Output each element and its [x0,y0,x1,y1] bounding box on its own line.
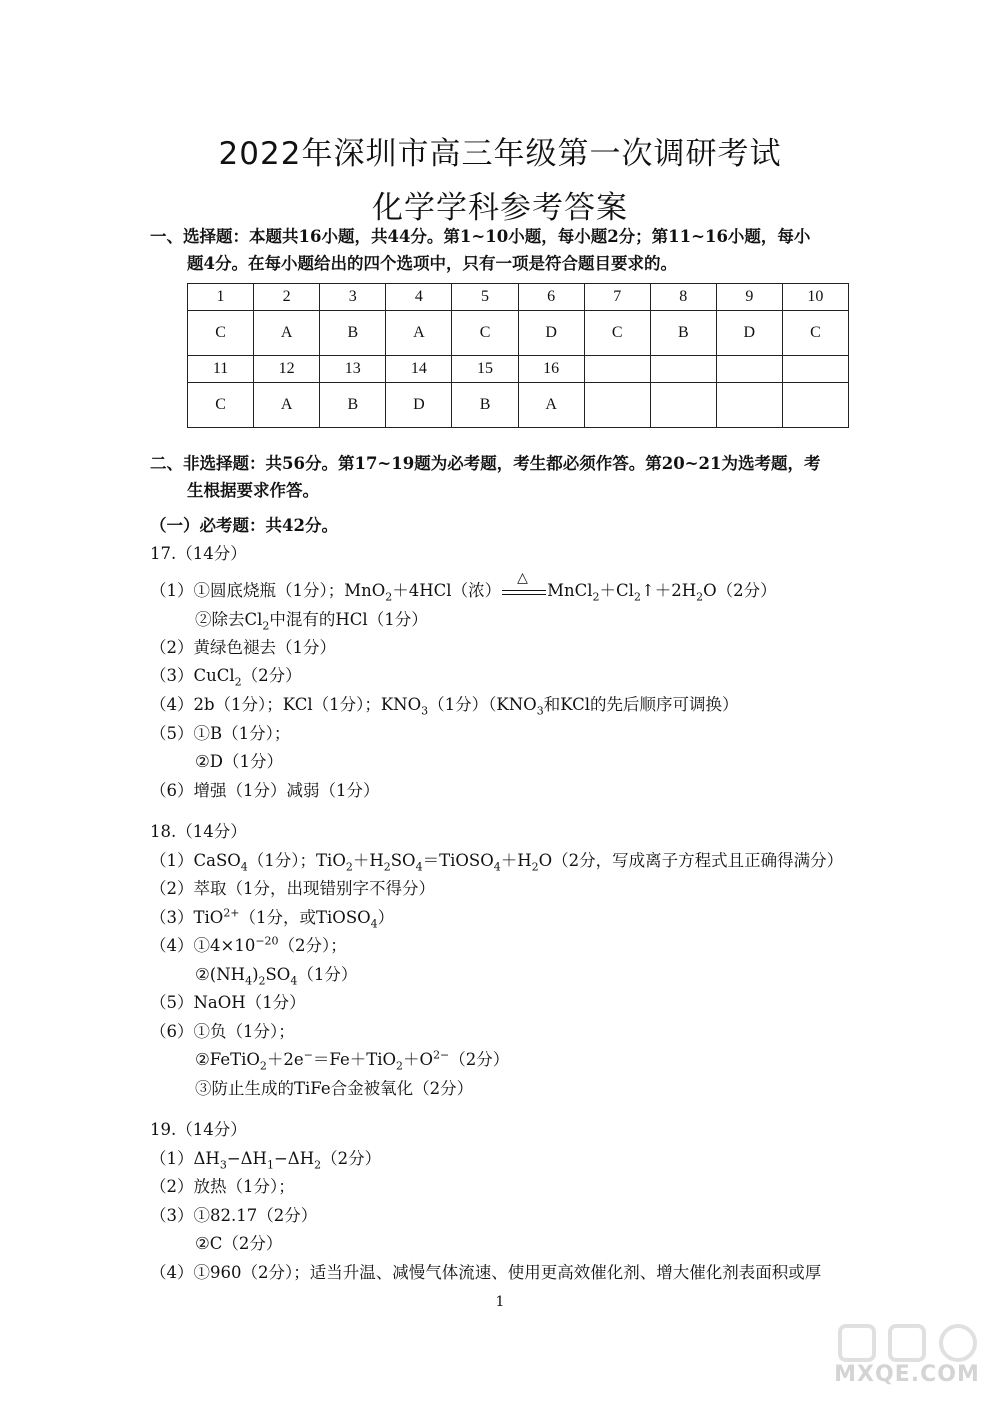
table-cell: 2 [254,284,320,311]
subscript: 2 [396,1059,404,1073]
table-cell [782,383,848,428]
q17-line-4 [150,662,855,688]
page-number: 1 [495,1294,505,1310]
table-cell: B [452,383,518,428]
table-cell: C [188,383,254,428]
table-cell: C [782,311,848,356]
table-cell: 5 [452,284,518,311]
table-cell: 3 [320,284,386,311]
watermark [832,1320,982,1410]
document-title: 2022年深圳市高三年级第一次调研考试 [218,136,782,172]
section-1-instructions [150,223,855,277]
subscript: 2 [234,675,242,689]
subscript: 4 [245,974,253,988]
text: −ΔH [273,1149,315,1168]
subscript: 2 [633,590,641,604]
q17-line-7: ②D（1分） [195,752,284,771]
q19-line-4: ②C（2分） [195,1234,283,1253]
table-cell [716,383,782,428]
superscript: 2− [433,1048,450,1062]
text: 和KCl的先后顺序可调换） [543,695,739,714]
subscript: 3 [219,1158,227,1172]
table-cell [650,356,716,383]
heat-triangle-icon: △ [517,569,528,586]
text: ＝TiOSO [422,851,494,870]
table-row-numbers-1 [188,284,849,311]
q19-line-5: （4）①960（2分）；适当升温、减慢气体流速、使用更高效催化剂、增大催化剂表面积或厚 [150,1263,822,1282]
subscript: 2 [345,860,353,874]
table-cell [650,383,716,428]
text: （1分）；TiO [247,851,346,870]
table-cell: 8 [650,284,716,311]
table-row-answers-1 [188,311,849,356]
section-2-line-1: 二、非选择题：共56分。第17~19题为必考题，考生都必须作答。第20~21为选考题，考 [150,454,821,473]
text: （1分） [297,965,358,984]
q18-line-1 [150,847,855,873]
text: （4）①4×10 [150,936,256,955]
text: −ΔH [226,1149,267,1168]
q17-line-8: （6）增强（1分）减弱（1分） [150,781,380,800]
subscript: 2 [385,590,393,604]
text: ②除去Cl [195,610,263,629]
table-cell: 9 [716,284,782,311]
section-1-line-1: 一、选择题：本题共16小题，共44分。第1~10小题，每小题2分；第11~16小题，每小 [150,227,811,246]
table-cell: 14 [386,356,452,383]
text: 中混有的HCl（1分） [269,610,428,629]
subscript: 4 [240,860,248,874]
text: ＋2e [266,1050,304,1069]
table-cell: B [320,311,386,356]
table-cell [584,356,650,383]
table-cell: 6 [518,284,584,311]
text: O（2分） [703,581,777,600]
table-cell [716,356,782,383]
subscript: 3 [421,704,429,718]
table-cell: C [188,311,254,356]
text: （3）TiO [150,908,224,927]
text: SO [265,965,291,984]
text: ) [252,965,259,984]
table-cell: 13 [320,356,386,383]
table-cell: 10 [782,284,848,311]
section-1-line-2: 题4分。在每小题给出的四个选项中，只有一项是符合题目要求的。 [187,254,677,273]
table-cell: 11 [188,356,254,383]
subscript: 2 [259,1059,267,1073]
watermark-text: MXQE.COM [834,1362,980,1387]
text: ＋O [403,1050,434,1069]
table-cell: B [650,311,716,356]
q19-line-3: （3）①82.17（2分） [150,1206,318,1225]
q19-line-2: （2）放热（1分）； [150,1177,295,1196]
q18-line-2: （2）萃取（1分，出现错别字不得分） [150,879,435,898]
text: ②FeTiO [195,1050,260,1069]
text: O（2分，写成离子方程式且正确得满分） [538,851,844,870]
table-cell: D [518,311,584,356]
table-cell: B [320,383,386,428]
table-cell: A [254,383,320,428]
subscript: 4 [415,860,423,874]
table-cell: 1 [188,284,254,311]
heat-equals-sign [502,569,546,599]
superscript: 2+ [223,906,240,920]
subscript: 1 [266,1158,274,1172]
text: ＋Cl [599,581,634,600]
subscript: 2 [258,974,266,988]
q19-heading: 19.（14分） [150,1120,247,1139]
text: ＝Fe＋TiO [312,1050,397,1069]
text: MnCl [547,581,593,600]
q17-heading: 17.（14分） [150,544,247,563]
subscript: 2 [383,860,391,874]
subscript: 2 [314,1158,322,1172]
table-cell: 12 [254,356,320,383]
subscript: 4 [493,860,501,874]
text: （4）2b（1分）；KCl（1分）；KNO [150,695,422,714]
subscript: 2 [531,860,539,874]
table-cell: 4 [386,284,452,311]
text: （2分） [449,1050,510,1069]
q19-line-1 [150,1145,855,1171]
table-cell: D [716,311,782,356]
q18-heading: 18.（14分） [150,822,247,841]
table-row-answers-2 [188,383,849,428]
text: ②(NH [195,965,246,984]
q18-line-4 [150,932,855,956]
text: （2分）； [278,936,347,955]
q18-line-7: （6）①负（1分）； [150,1022,295,1041]
subscript: 2 [696,590,704,604]
text: ＋4HCl（浓） [392,581,502,600]
q17-line-6: （5）①B（1分）； [150,724,291,743]
text: （1分）（KNO [428,695,537,714]
text: （1分，或TiOSO [239,908,371,927]
subscript: 4 [290,974,298,988]
table-cell [584,383,650,428]
text: （1）ΔH [150,1149,220,1168]
text: ＋H [352,851,384,870]
q18-line-5 [195,961,900,987]
q18-line-8 [195,1046,900,1072]
table-cell: D [386,383,452,428]
table-cell: A [254,311,320,356]
table-cell: A [386,311,452,356]
subscript: 4 [370,917,378,931]
text: SO [390,851,416,870]
superscript: −20 [255,934,279,948]
table-cell: C [452,311,518,356]
q18-line-6: （5）NaOH（1分） [150,993,306,1012]
watermark-logo-icon [832,1320,982,1366]
q17-line-2 [195,606,900,632]
table-cell: 16 [518,356,584,383]
subscript: 2 [592,590,600,604]
table-cell: A [518,383,584,428]
table-row-numbers-2 [188,356,849,383]
q18-line-3 [150,904,855,930]
q17-line-5 [150,691,855,717]
section-2-subheading: （一）必考题：共42分。 [150,516,338,535]
table-cell [782,356,848,383]
superscript: − [303,1048,313,1062]
q17-line-3: （2）黄绿色褪去（1分） [150,638,336,657]
text: （1）①圆底烧瓶（1分）；MnO [150,581,386,600]
table-cell: 15 [452,356,518,383]
section-2-line-2: 生根据要求作答。 [187,481,319,500]
table-cell: C [584,311,650,356]
q18-line-9: ③防止生成的TiFe合金被氧化（2分） [195,1079,474,1098]
text: ＋H [500,851,532,870]
section-2-instructions [150,450,855,504]
text: （1）CaSO [150,851,241,870]
text: （2分） [241,666,302,685]
text: ↑＋2H [640,581,697,600]
answer-table [187,283,849,428]
q17-line-1 [150,569,855,604]
table-cell: 7 [584,284,650,311]
text: ） [377,908,395,927]
text: （2分） [321,1149,382,1168]
text: （3）CuCl [150,666,235,685]
subscript: 2 [262,619,270,633]
document-subtitle: 化学学科参考答案 [372,190,628,226]
subscript: 3 [536,704,544,718]
